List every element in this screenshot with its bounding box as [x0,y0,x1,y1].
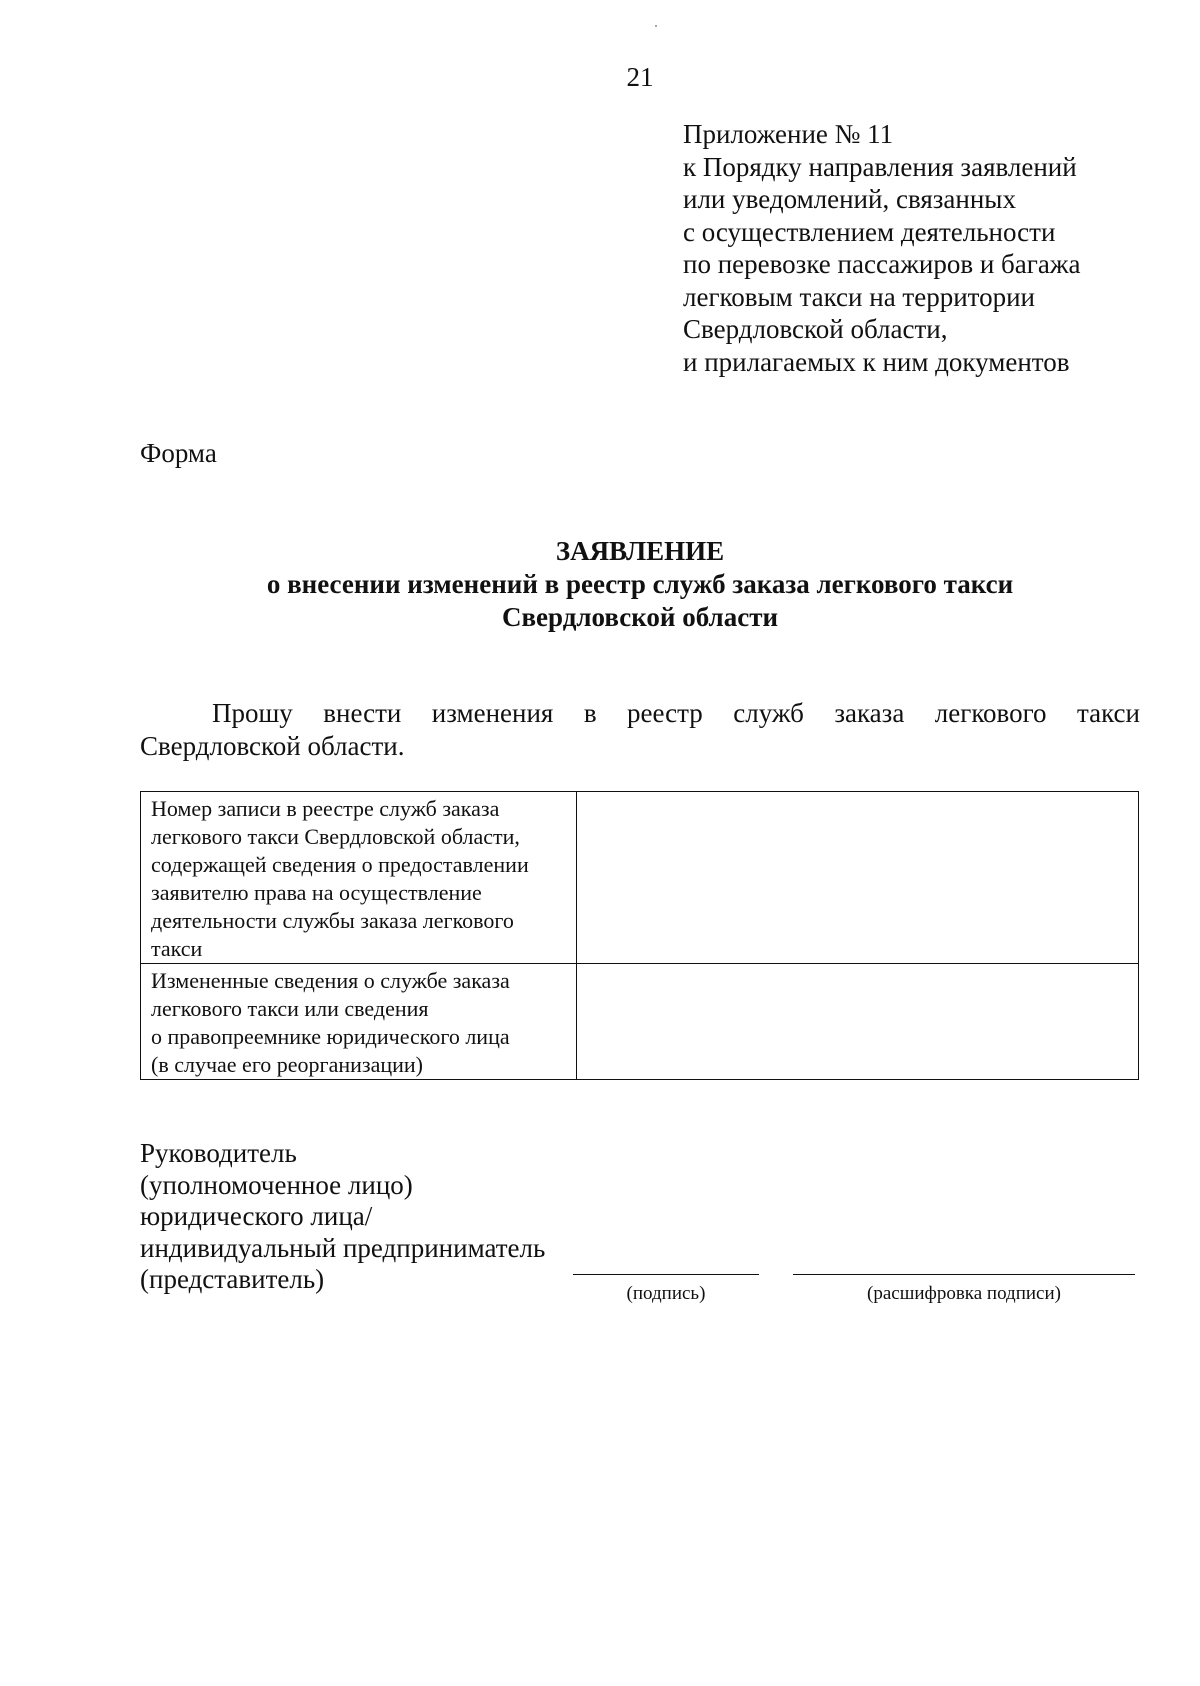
table-row [141,964,1139,1080]
request-paragraph [140,697,1140,763]
label-line: заявителю права на осуществление [151,880,482,905]
title-region: Свердловской области [501,602,779,632]
request-line-1 [140,697,1140,730]
signatory-line: (уполномоченное лицо) [140,1169,413,1200]
application-table [140,791,1139,1080]
signatory-line: юридического лица/ [140,1201,373,1231]
label-line: Измененные сведения о службе заказа [151,968,510,993]
request-word: изменения [431,698,554,728]
request-line-2: Свердловской области. [140,731,405,761]
signature-decoding-caption: (расшифровка подписи) [867,1283,1061,1304]
signatory-line: индивидуальный предприниматель [140,1232,546,1263]
registry-number-label [141,792,577,964]
appendix-line: или уведомлений, связанных [683,184,1016,214]
label-line: такси [151,936,203,961]
appendix-line: к Порядку направления заявлений [683,151,1077,182]
registry-number-field[interactable] [577,792,1139,964]
signature-caption: (подпись) [626,1283,706,1304]
appendix-line: с осуществлением деятельности [683,216,1056,247]
page-number: 21 [626,62,654,92]
scan-artifact [655,25,657,27]
table-row [141,792,1139,964]
request-word: служб [733,698,804,728]
changed-info-field[interactable] [577,964,1139,1080]
request-word: Прошу [212,698,293,728]
request-word: в [583,698,597,728]
form-label: Форма [140,438,217,468]
label-line: содержащей сведения о предоставлении [151,852,529,877]
request-word: заказа [834,698,905,728]
signature-field[interactable] [573,1274,759,1275]
appendix-reference [683,118,1183,378]
signature-decoding-field[interactable] [793,1274,1135,1275]
title-heading: ЗАЯВЛЕНИЕ [555,536,725,566]
request-word: реестр [627,698,703,728]
label-line: о правопреемнике юридического лица [151,1024,510,1049]
request-word: легкового [934,698,1047,728]
request-word: внести [323,698,402,728]
document-title [140,535,1140,634]
appendix-line: Свердловской области, [683,314,948,344]
appendix-line: и прилагаемых к ним документов [683,346,1070,377]
label-line: Номер записи в реестре служб заказа [151,796,500,821]
signatory-line: (представитель) [140,1264,325,1294]
title-subject: о внесении изменений в реестр служб заказа легкового такси [266,569,1014,599]
appendix-line: по перевозке пассажиров и багажа [683,249,1081,279]
signatory-block [140,1138,545,1296]
appendix-line: Приложение № 11 [683,119,894,149]
changed-info-label [141,964,577,1080]
request-word: такси [1076,698,1140,728]
label-line: деятельности службы заказа легкового [151,908,514,933]
label-line: легкового такси Свердловской области, [151,824,520,849]
appendix-line: легковым такси на территории [683,281,1036,312]
signatory-line: Руководитель [140,1138,297,1168]
label-line: (в случае его реорганизации) [151,1052,423,1077]
label-line: легкового такси или сведения [151,996,429,1021]
